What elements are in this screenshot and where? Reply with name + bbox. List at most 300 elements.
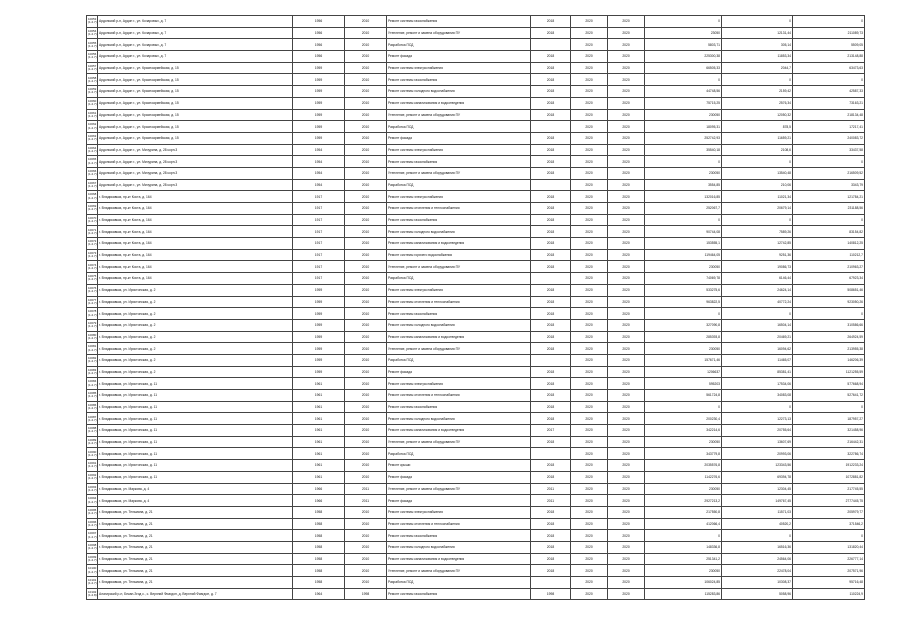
total-cost-cell: 561724,8 <box>645 390 722 402</box>
total-cost-cell: 75715,25 <box>645 97 722 109</box>
work-type-cell: Разработка ПСД <box>387 179 531 191</box>
year-privatized-cell: 1998 <box>345 588 387 600</box>
other-cost-cell: 211089,73 <box>793 27 865 39</box>
year-privatized-cell: 2010 <box>345 167 387 179</box>
plan-end-year-cell: 2020 <box>608 86 645 98</box>
plan-end-year-cell: 2020 <box>608 226 645 238</box>
year-built-cell: 1954 <box>293 144 345 156</box>
table-row <box>87 144 865 156</box>
other-cost-cell: 67923,34 <box>793 273 865 285</box>
last-repair-year-cell: 2018 <box>531 214 571 226</box>
fund-cost-cell: 2108,6 <box>722 144 793 156</box>
total-cost-cell: 2035576,8 <box>645 460 722 472</box>
fund-cost-cell: 11021,34 <box>722 191 793 203</box>
work-type-cell: Ремонт системы горячего водоснабжения <box>387 249 531 261</box>
plan-end-year-cell: 2020 <box>608 541 645 553</box>
total-cost-cell: 230050 <box>645 565 722 577</box>
capital-repair-register-table <box>86 15 865 600</box>
row-number-cell: 10061 (1.2.7) <box>87 109 98 121</box>
fund-cost-cell: 40520,2 <box>722 518 793 530</box>
row-number-cell: 10072 (1.2.7) <box>87 238 98 250</box>
year-built-cell: 1917 <box>293 191 345 203</box>
fund-cost-cell: 0 <box>722 308 793 320</box>
plan-end-year-cell: 2020 <box>608 144 645 156</box>
work-type-cell: Ремонт системы электроснабжения <box>387 62 531 74</box>
plan-start-year-cell: 2020 <box>571 436 608 448</box>
address-cell: Ардонский р-н, Ардон г., ул. Мичурина, д. 28 корп.3 <box>98 156 293 168</box>
plan-start-year-cell: 2020 <box>571 577 608 589</box>
other-cost-cell: 264924,59 <box>793 331 865 343</box>
address-cell: г. Владикавказ, ул. Иристонская, д. 11 <box>98 378 293 390</box>
total-cost-cell: 90744,08 <box>645 226 722 238</box>
plan-end-year-cell: 2020 <box>608 97 645 109</box>
last-repair-year-cell: 2011 <box>531 483 571 495</box>
row-number-cell: 10091 (1.2.7) <box>87 460 98 472</box>
year-privatized-cell: 2010 <box>345 191 387 203</box>
other-cost-cell: 218134,48 <box>793 109 865 121</box>
address-cell: Ардонский р-н, Ардон г., ул. Красноармейская, д. 15 <box>98 121 293 133</box>
year-privatized-cell: 2010 <box>345 506 387 518</box>
other-cost-cell: 508651,46 <box>793 284 865 296</box>
work-type-cell: Ремонт системы газоснабжения <box>387 588 531 600</box>
last-repair-year-cell: 2018 <box>531 366 571 378</box>
total-cost-cell: 251341,2 <box>645 553 722 565</box>
table-row <box>87 425 865 437</box>
table-row <box>87 354 865 366</box>
plan-start-year-cell: 2020 <box>571 284 608 296</box>
last-repair-year-cell: 2018 <box>531 203 571 215</box>
last-repair-year-cell: 2018 <box>531 261 571 273</box>
total-cost-cell: 0 <box>645 401 722 413</box>
year-privatized-cell: 2010 <box>345 226 387 238</box>
row-number-cell: 10102 (1.2.8) <box>87 588 98 600</box>
plan-start-year-cell: 2020 <box>571 425 608 437</box>
row-number-cell: 10079 (1.2.7) <box>87 319 98 331</box>
last-repair-year-cell: 2018 <box>531 296 571 308</box>
year-privatized-cell: 2010 <box>345 530 387 542</box>
plan-start-year-cell: 2020 <box>571 506 608 518</box>
plan-end-year-cell: 2020 <box>608 74 645 86</box>
total-cost-cell: 0 <box>645 16 722 28</box>
row-number-cell: 10059 (1.2.7) <box>87 86 98 98</box>
work-type-cell: Ремонт системы холодного водоснабжения <box>387 541 531 553</box>
plan-end-year-cell: 2020 <box>608 448 645 460</box>
row-number-cell: 10075 (1.2.7) <box>87 273 98 285</box>
other-cost-cell: 110224,9 <box>793 588 865 600</box>
plan-start-year-cell: 2020 <box>571 144 608 156</box>
work-type-cell: Ремонт системы канализования и водоотведения <box>387 238 531 250</box>
year-privatized-cell: 2011 <box>345 483 387 495</box>
plan-start-year-cell: 2020 <box>571 413 608 425</box>
total-cost-cell: 35540,18 <box>645 144 722 156</box>
total-cost-cell: 0 <box>645 214 722 226</box>
year-privatized-cell: 2010 <box>345 343 387 355</box>
work-type-cell: Ремонт системы газоснабжения <box>387 16 531 28</box>
fund-cost-cell: 16516,36 <box>722 541 793 553</box>
last-repair-year-cell: 2018 <box>531 436 571 448</box>
work-type-cell: Ремонт фасада <box>387 495 531 507</box>
row-number-cell: 10068 (1.2.7) <box>87 191 98 203</box>
row-number-cell: 10094 (1.2.7) <box>87 495 98 507</box>
fund-cost-cell: 9251,36 <box>722 249 793 261</box>
year-built-cell: 1917 <box>293 238 345 250</box>
table-row <box>87 366 865 378</box>
year-built-cell: 1956 <box>293 27 345 39</box>
total-cost-cell: 0 <box>645 530 722 542</box>
address-cell: Ардонский р-н, Ардон г., ул. Красноармейская, д. 15 <box>98 74 293 86</box>
last-repair-year-cell: 2018 <box>531 27 571 39</box>
table-row <box>87 588 865 600</box>
row-number-cell: 10064 (1.2.7) <box>87 144 98 156</box>
plan-end-year-cell: 2020 <box>608 284 645 296</box>
table-row <box>87 506 865 518</box>
address-cell: г. Владикавказ, ул. Иристонская, д. 2 <box>98 343 293 355</box>
year-privatized-cell: 2010 <box>345 577 387 589</box>
row-number-cell: 10070 (1.2.7) <box>87 214 98 226</box>
row-number-cell: 10090 (1.2.7) <box>87 448 98 460</box>
fund-cost-cell: 878,5 <box>722 121 793 133</box>
work-type-cell: Ремонт крыши <box>387 460 531 472</box>
total-cost-cell: 252067,7 <box>645 203 722 215</box>
fund-cost-cell: 24624,14 <box>722 284 793 296</box>
table-row <box>87 331 865 343</box>
plan-start-year-cell: 2020 <box>571 97 608 109</box>
total-cost-cell: 148336,8 <box>645 541 722 553</box>
total-cost-cell: 44748,56 <box>645 86 722 98</box>
table-row <box>87 518 865 530</box>
year-built-cell: 1959 <box>293 296 345 308</box>
total-cost-cell: 230050 <box>645 261 722 273</box>
plan-end-year-cell: 2020 <box>608 156 645 168</box>
total-cost-cell: 119464,05 <box>645 249 722 261</box>
plan-start-year-cell: 2020 <box>571 273 608 285</box>
other-cost-cell: 226777,14 <box>793 553 865 565</box>
plan-start-year-cell: 2020 <box>571 390 608 402</box>
fund-cost-cell: 34083,08 <box>722 390 793 402</box>
year-built-cell: 1958 <box>293 530 345 542</box>
plan-start-year-cell: 2020 <box>571 296 608 308</box>
total-cost-cell: 66505,33 <box>645 62 722 74</box>
last-repair-year-cell: 2011 <box>531 495 571 507</box>
table-row <box>87 308 865 320</box>
last-repair-year-cell: 2018 <box>531 62 571 74</box>
work-type-cell: Ремонт фасада <box>387 471 531 483</box>
year-privatized-cell: 2010 <box>345 331 387 343</box>
plan-start-year-cell: 2020 <box>571 121 608 133</box>
row-number-cell: 10066 (1.2.7) <box>87 167 98 179</box>
last-repair-year-cell: 2018 <box>531 238 571 250</box>
work-type-cell: Ремонт системы канализования и водоотведения <box>387 553 531 565</box>
total-cost-cell: 200230,4 <box>645 413 722 425</box>
fund-cost-cell: 16094,62 <box>722 343 793 355</box>
address-cell: Ардонский р-н, Ардон г., ул. Кочаровых, д. 7 <box>98 39 293 51</box>
plan-end-year-cell: 2020 <box>608 249 645 261</box>
table-row <box>87 203 865 215</box>
year-built-cell: 1958 <box>293 553 345 565</box>
last-repair-year-cell <box>531 448 571 460</box>
other-cost-cell: 1121255,59 <box>793 366 865 378</box>
year-built-cell: 1917 <box>293 214 345 226</box>
address-cell: г. Владикавказ, ул. Тельмана, д. 21 <box>98 530 293 542</box>
last-repair-year-cell: 2018 <box>531 553 571 565</box>
plan-end-year-cell: 2020 <box>608 553 645 565</box>
work-type-cell: Ремонт системы электроснабжения <box>387 506 531 518</box>
plan-start-year-cell: 2020 <box>571 167 608 179</box>
table-row <box>87 86 865 98</box>
row-number-cell: 10089 (1.2.7) <box>87 436 98 448</box>
year-built-cell: 1956 <box>293 39 345 51</box>
row-number-cell: 10080 (1.2.7) <box>87 331 98 343</box>
table-row <box>87 460 865 472</box>
total-cost-cell: 0 <box>645 308 722 320</box>
table-row <box>87 156 865 168</box>
row-number-cell: 10083 (1.2.7) <box>87 366 98 378</box>
address-cell: г. Владикавказ, ул. Иристонская, д. 2 <box>98 319 293 331</box>
plan-end-year-cell: 2020 <box>608 483 645 495</box>
other-cost-cell: 140812,25 <box>793 238 865 250</box>
year-built-cell: 1959 <box>293 284 345 296</box>
plan-start-year-cell: 2020 <box>571 27 608 39</box>
plan-start-year-cell: 2020 <box>571 16 608 28</box>
last-repair-year-cell: 2018 <box>531 343 571 355</box>
fund-cost-cell: 210,06 <box>722 179 793 191</box>
other-cost-cell: 146206,39 <box>793 354 865 366</box>
plan-end-year-cell: 2020 <box>608 460 645 472</box>
plan-start-year-cell: 2020 <box>571 401 608 413</box>
year-privatized-cell: 2010 <box>345 401 387 413</box>
plan-start-year-cell: 2020 <box>571 238 608 250</box>
fund-cost-cell: 19086,73 <box>722 261 793 273</box>
fund-cost-cell: 11853,34 <box>722 51 793 63</box>
year-built-cell: 1958 <box>293 577 345 589</box>
table-row <box>87 261 865 273</box>
work-type-cell: Утепление, ремонт и замена оборудования ПУ <box>387 261 531 273</box>
year-built-cell: 1959 <box>293 366 345 378</box>
table-row <box>87 16 865 28</box>
work-type-cell: Ремонт системы холодного водоснабжения <box>387 319 531 331</box>
row-number-cell: 10099 (1.2.7) <box>87 553 98 565</box>
address-cell: Алагирский р-н, Бекан-Згид с., с. Верхний Фиагдон, д. Верхний Фиагдон, д. 7 <box>98 588 293 600</box>
address-cell: г. Владикавказ, ул. Иристонская, д. 11 <box>98 390 293 402</box>
address-cell: г. Владикавказ, ул. Иристонская, д. 11 <box>98 460 293 472</box>
plan-end-year-cell: 2020 <box>608 296 645 308</box>
register-sheet <box>86 15 864 600</box>
fund-cost-cell: 6146,44 <box>722 273 793 285</box>
plan-end-year-cell: 2020 <box>608 214 645 226</box>
other-cost-cell: 0 <box>793 530 865 542</box>
year-privatized-cell: 2010 <box>345 448 387 460</box>
work-type-cell: Ремонт системы электроснабжения <box>387 191 531 203</box>
other-cost-cell: 0 <box>793 308 865 320</box>
work-type-cell: Ремонт системы газоснабжения <box>387 530 531 542</box>
plan-end-year-cell: 2020 <box>608 565 645 577</box>
plan-end-year-cell: 2020 <box>608 62 645 74</box>
work-type-cell: Ремонт системы холодного водоснабжения <box>387 86 531 98</box>
year-privatized-cell: 2010 <box>345 203 387 215</box>
plan-start-year-cell: 2020 <box>571 86 608 98</box>
year-privatized-cell: 2010 <box>345 144 387 156</box>
work-type-cell: Ремонт системы отопления и теплоснабжения <box>387 390 531 402</box>
year-built-cell: 1959 <box>293 109 345 121</box>
table-row <box>87 226 865 238</box>
table-row <box>87 378 865 390</box>
plan-start-year-cell: 2020 <box>571 226 608 238</box>
row-number-cell: 10067 (1.2.7) <box>87 179 98 191</box>
work-type-cell: Ремонт системы холодного водоснабжения <box>387 413 531 425</box>
work-type-cell: Утепление, ремонт и замена оборудования ПУ <box>387 483 531 495</box>
plan-end-year-cell: 2020 <box>608 471 645 483</box>
plan-start-year-cell: 2020 <box>571 366 608 378</box>
table-row <box>87 390 865 402</box>
last-repair-year-cell: 2018 <box>531 226 571 238</box>
row-number-cell: 10096 (1.2.7) <box>87 518 98 530</box>
table-row <box>87 471 865 483</box>
other-cost-cell: 83154,82 <box>793 226 865 238</box>
year-built-cell: 1959 <box>293 319 345 331</box>
address-cell: г. Владикавказ, ул. Иристонская, д. 11 <box>98 471 293 483</box>
year-built-cell: 1954 <box>293 179 345 191</box>
table-row <box>87 436 865 448</box>
last-repair-year-cell <box>531 39 571 51</box>
plan-end-year-cell: 2020 <box>608 308 645 320</box>
year-built-cell: 1961 <box>293 460 345 472</box>
table-row <box>87 401 865 413</box>
row-number-cell: 10056 (1.2.7) <box>87 51 98 63</box>
fund-cost-cell: 10308,37 <box>722 577 793 589</box>
address-cell: г. Владикавказ, ул. Тельмана, д. 21 <box>98 565 293 577</box>
table-row <box>87 495 865 507</box>
row-number-cell: 10060 (1.2.7) <box>87 97 98 109</box>
total-cost-cell: 3554,85 <box>645 179 722 191</box>
year-built-cell: 1917 <box>293 203 345 215</box>
total-cost-cell: 533275,6 <box>645 284 722 296</box>
other-cost-cell: 2777445,75 <box>793 495 865 507</box>
other-cost-cell: 0 <box>793 401 865 413</box>
total-cost-cell: 252742,93 <box>645 132 722 144</box>
table-row <box>87 577 865 589</box>
work-type-cell: Ремонт системы отопления и теплоснабжения <box>387 203 531 215</box>
year-built-cell: 1964 <box>293 588 345 600</box>
total-cost-cell: 106024,85 <box>645 577 722 589</box>
total-cost-cell: 217550,8 <box>645 506 722 518</box>
plan-start-year-cell: 2020 <box>571 343 608 355</box>
last-repair-year-cell: 2018 <box>531 319 571 331</box>
table-row <box>87 27 865 39</box>
plan-end-year-cell: 2020 <box>608 39 645 51</box>
other-cost-cell: 207571,96 <box>793 565 865 577</box>
fund-cost-cell: 123343,56 <box>722 460 793 472</box>
other-cost-cell: 1912233,24 <box>793 460 865 472</box>
year-privatized-cell: 2010 <box>345 425 387 437</box>
address-cell: г. Владикавказ, пр-кт Коста, д. 164 <box>98 249 293 261</box>
plan-start-year-cell: 2020 <box>571 331 608 343</box>
fund-cost-cell: 24564,06 <box>722 553 793 565</box>
address-cell: г. Владикавказ, ул. Иристонская, д. 2 <box>98 331 293 343</box>
year-built-cell: 1959 <box>293 308 345 320</box>
plan-end-year-cell: 2020 <box>608 179 645 191</box>
plan-end-year-cell: 2020 <box>608 121 645 133</box>
fund-cost-cell: 20469,21 <box>722 331 793 343</box>
year-built-cell: 1959 <box>293 97 345 109</box>
row-number-cell: 10101 (1.2.7) <box>87 577 98 589</box>
address-cell: г. Владикавказ, ул. Тельмана, д. 21 <box>98 518 293 530</box>
plan-end-year-cell: 2020 <box>608 354 645 366</box>
address-cell: Ардонский р-н, Ардон г., ул. Красноармейская, д. 15 <box>98 132 293 144</box>
last-repair-year-cell: 2018 <box>531 471 571 483</box>
plan-end-year-cell: 2020 <box>608 191 645 203</box>
last-repair-year-cell: 2018 <box>531 308 571 320</box>
plan-start-year-cell: 2020 <box>571 191 608 203</box>
year-built-cell: 1959 <box>293 343 345 355</box>
table-row <box>87 74 865 86</box>
plan-end-year-cell: 2020 <box>608 413 645 425</box>
address-cell: Ардонский р-н, Ардон г., ул. Красноармейская, д. 15 <box>98 62 293 74</box>
year-privatized-cell: 2010 <box>345 214 387 226</box>
address-cell: г. Владикавказ, пр-кт Коста, д. 164 <box>98 214 293 226</box>
row-number-cell: 10095 (1.2.7) <box>87 506 98 518</box>
address-cell: г. Владикавказ, ул. Иристонская, д. 2 <box>98 284 293 296</box>
plan-start-year-cell: 2020 <box>571 74 608 86</box>
year-privatized-cell: 2010 <box>345 238 387 250</box>
fund-cost-cell: 13607,69 <box>722 436 793 448</box>
work-type-cell: Ремонт системы газоснабжения <box>387 74 531 86</box>
last-repair-year-cell: 2018 <box>531 132 571 144</box>
total-cost-cell: 1142276,6 <box>645 471 722 483</box>
year-built-cell: 1961 <box>293 448 345 460</box>
year-built-cell: 1958 <box>293 518 345 530</box>
other-cost-cell: 210963,27 <box>793 261 865 273</box>
work-type-cell: Ремонт системы канализования и водоотведения <box>387 425 531 437</box>
fund-cost-cell: 17534,06 <box>722 378 793 390</box>
plan-start-year-cell: 2020 <box>571 203 608 215</box>
work-type-cell: Разработка ПСД <box>387 39 531 51</box>
total-cost-cell: 0 <box>645 156 722 168</box>
plan-start-year-cell: 2020 <box>571 62 608 74</box>
year-built-cell: 1961 <box>293 378 345 390</box>
total-cost-cell: 18095,31 <box>645 121 722 133</box>
row-number-cell: 10053 (1.2.7) <box>87 16 98 28</box>
row-number-cell: 10085 (1.2.7) <box>87 390 98 402</box>
plan-end-year-cell: 2020 <box>608 319 645 331</box>
table-row <box>87 249 865 261</box>
plan-end-year-cell: 2020 <box>608 27 645 39</box>
plan-end-year-cell: 2020 <box>608 261 645 273</box>
work-type-cell: Разработка ПСД <box>387 577 531 589</box>
fund-cost-cell: 85381,41 <box>722 366 793 378</box>
year-built-cell: 1961 <box>293 471 345 483</box>
year-privatized-cell: 2010 <box>345 97 387 109</box>
work-type-cell: Разработка ПСД <box>387 121 531 133</box>
other-cost-cell: 217745,55 <box>793 483 865 495</box>
fund-cost-cell: 149767,45 <box>722 495 793 507</box>
year-built-cell: 1958 <box>293 506 345 518</box>
table-row <box>87 343 865 355</box>
last-repair-year-cell: 2018 <box>531 541 571 553</box>
table-body <box>87 16 865 600</box>
table-row <box>87 97 865 109</box>
total-cost-cell: 342214,6 <box>645 425 722 437</box>
year-built-cell: 1956 <box>293 16 345 28</box>
table-row <box>87 553 865 565</box>
row-number-cell: 10077 (1.2.7) <box>87 296 98 308</box>
other-cost-cell: 42587,33 <box>793 86 865 98</box>
plan-start-year-cell: 2020 <box>571 354 608 366</box>
year-built-cell: 1956 <box>293 51 345 63</box>
year-privatized-cell: 2010 <box>345 308 387 320</box>
year-built-cell: 1959 <box>293 132 345 144</box>
address-cell: г. Владикавказ, ул. Иристонская, д. 11 <box>98 448 293 460</box>
other-cost-cell: 216509,52 <box>793 167 865 179</box>
